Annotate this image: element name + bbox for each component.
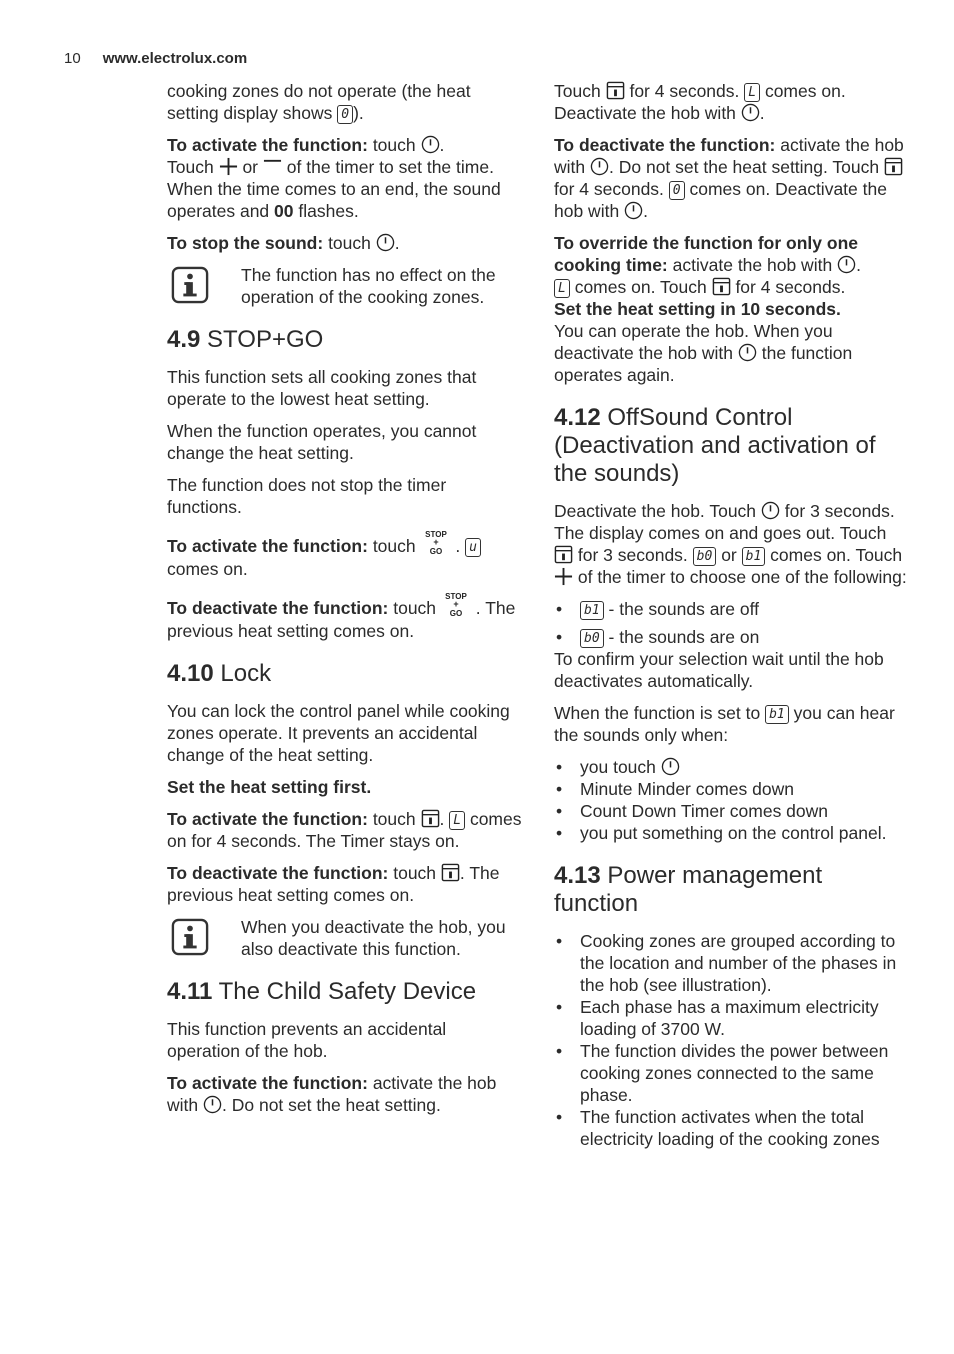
info-text: The function has no effect on the operation of the cooking zones. (241, 265, 496, 307)
section-heading-4-13: 4.13 Power management function (554, 862, 823, 917)
lock-key-icon (421, 809, 440, 828)
sounds-list (554, 756, 910, 844)
power-icon (376, 233, 395, 252)
display-symbol: 0 (337, 105, 353, 124)
activate-paragraph: To activate the function: touch . Touch or of the timer to set the time. When the time comes to an end, the sound operates and 00 flashes. (167, 135, 501, 221)
list-item: • Minute Minder comes down (554, 778, 910, 800)
paragraph: Touch for 4 seconds. L comes on. Deactivate the hob with . (554, 81, 846, 123)
svg-text:+: + (453, 599, 459, 609)
left-column (167, 80, 522, 1126)
svg-text:+: + (432, 537, 439, 547)
power-icon (624, 201, 643, 220)
list-item: • The function activates when the total electricity loading of the cooking zones (554, 1106, 910, 1150)
lock-key-icon (606, 81, 625, 100)
lock-key-icon (884, 157, 903, 176)
section-heading-4-11: 4.11 The Child Safety Device (167, 978, 477, 1005)
right-column (554, 80, 910, 1160)
display-symbol: L (744, 83, 760, 102)
power-icon (761, 501, 780, 520)
paragraph: This function sets all cooking zones that operate to the lowest heat setting. (167, 367, 477, 409)
svg-text:STOP: STOP (424, 530, 447, 539)
svg-text:GO: GO (449, 609, 463, 618)
info-icon (171, 918, 209, 956)
paragraph: This function prevents an accidental operation of the hob. (167, 1019, 447, 1061)
power-icon (421, 135, 440, 154)
list-item: • Each phase has a maximum electricity loading of 3700 W. (554, 996, 910, 1040)
paragraph: To activate the function: touch . L comes on for 4 seconds. The Timer stays on. (167, 809, 522, 851)
section-heading-4-10: 4.10 Lock (167, 660, 272, 687)
stop-go-icon (421, 528, 451, 558)
paragraph: To activate the function: activate the hob with . Do not set the heat setting. (167, 1073, 497, 1115)
list-item: • Cooking zones are grouped according to the location and number of the phases in the hob (see illustration). (554, 930, 910, 996)
power-management-list (554, 930, 910, 1150)
display-symbol: b0 (693, 547, 717, 566)
website: www.electrolux.com (102, 50, 248, 67)
power-icon (590, 157, 609, 176)
paragraph: You can lock the control panel while cooking zones operate. It prevents an accidental change of the heat setting. (167, 701, 510, 765)
display-symbol: b1 (742, 547, 766, 566)
list-item: • Count Down Timer comes down (554, 800, 910, 822)
display-symbol: b1 (580, 601, 604, 620)
stop-sound-paragraph: To stop the sound: touch . (167, 233, 400, 253)
paragraph: To deactivate the function: touch STOP + GO . The previous heat setting comes on. (167, 592, 516, 641)
lock-key-icon (712, 277, 731, 296)
paragraph: To confirm your selection wait until the hob deactivates automatically. (554, 649, 884, 691)
lock-key-icon (554, 545, 573, 564)
options-list (554, 598, 910, 648)
lock-key-icon (441, 863, 460, 882)
power-icon (741, 103, 760, 122)
paragraph: To activate the function: touch STOP + GO . u comes on. (167, 528, 522, 580)
list-item: • b0 - the sounds are on (554, 626, 910, 648)
display-symbol: 0 (669, 181, 685, 200)
info-note (167, 264, 522, 308)
paragraph: When the function is set to b1 you can hear the sounds only when: (554, 703, 895, 745)
list-item: • you put something on the control panel. (554, 822, 910, 844)
page-header (64, 50, 247, 67)
plus-icon (219, 157, 238, 176)
list-item: • b1 - the sounds are off (554, 598, 910, 620)
page-number: 10 (64, 50, 81, 67)
power-icon (203, 1095, 222, 1114)
paragraph: cooking zones do not operate (the heat setting display shows 0 ). (167, 81, 471, 123)
display-symbol: b1 (765, 705, 789, 724)
paragraph: To deactivate the function: touch . The previous heat setting comes on. (167, 863, 500, 905)
info-text: When you deactivate the hob, you also deactivate this function. (241, 917, 506, 959)
power-icon (738, 343, 757, 362)
section-heading-4-12: 4.12 OffSound Control (Deactivation and activation of the sounds) (554, 404, 876, 487)
display-symbol: b0 (580, 629, 604, 648)
stop-go-icon (441, 590, 471, 620)
paragraph: Deactivate the hob. Touch for 3 seconds. The display comes on and goes out. Touch for 3 seconds. b0 or b1 comes on. Touch of the timer to choose one of the following: (554, 501, 907, 587)
plus-icon (554, 567, 573, 586)
paragraph: When the function operates, you cannot change the heat setting. (167, 421, 477, 463)
info-note (167, 916, 522, 960)
paragraph: To deactivate the function: activate the hob with . Do not set the heat setting. Touch for 4 seconds. 0 comes on. Deactivate the hob with . (554, 135, 904, 221)
section-heading-4-9: 4.9 STOP+GO (167, 326, 324, 353)
list-item: • you touch (554, 756, 910, 778)
power-icon (837, 255, 856, 274)
display-symbol: L (554, 279, 570, 298)
svg-text:STOP: STOP (445, 592, 467, 601)
paragraph: The function does not stop the timer functions. (167, 475, 447, 517)
display-symbol: L (449, 811, 465, 830)
paragraph: Set the heat setting first. (167, 777, 372, 797)
svg-text:GO: GO (429, 547, 442, 556)
paragraph: To override the function for only one cooking time: activate the hob with . L comes on. Touch for 4 seconds. Set the heat setting in 10 seconds. You can operate the hob. When you deactivate the hob with the function operates again. (554, 233, 861, 385)
list-item: • The function divides the power between cooking zones connected to the same phase. (554, 1040, 910, 1106)
display-symbol: u (465, 538, 481, 557)
minus-icon (263, 157, 282, 176)
power-icon (661, 757, 680, 776)
info-icon (171, 266, 209, 304)
